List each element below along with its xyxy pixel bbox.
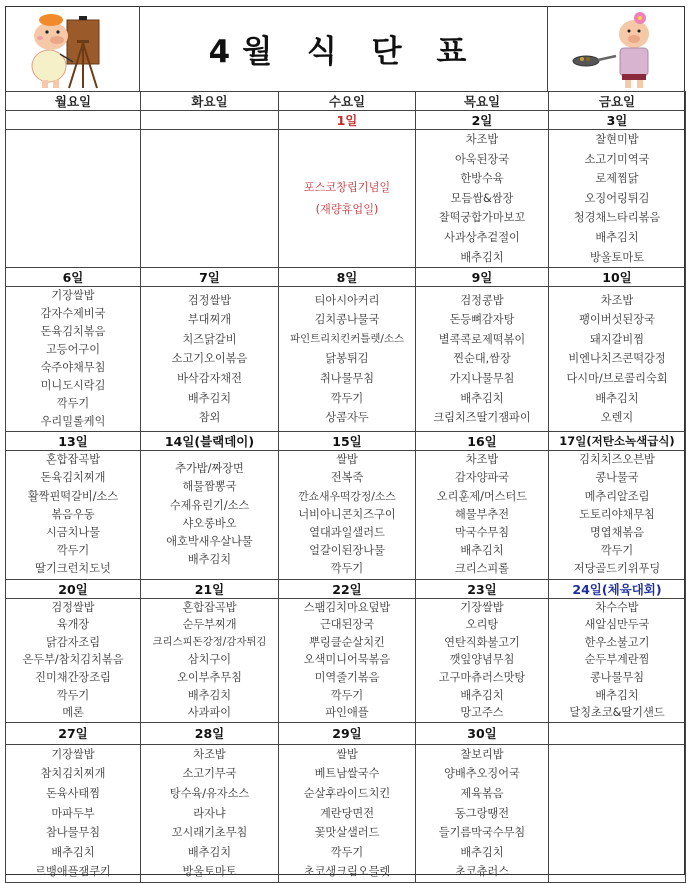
day-name-row	[6, 92, 686, 111]
menu-cell	[141, 451, 279, 579]
menu-cell	[141, 287, 279, 432]
pig-painter-icon	[5, 6, 140, 91]
menu-item: 우리밀롤케익	[40, 415, 106, 429]
menu-item: 깍두기	[600, 544, 634, 558]
menu-item: 사과파이	[187, 706, 232, 720]
menu-item: 배추김치	[460, 688, 504, 702]
menu-item: 닭감자조림	[45, 635, 101, 649]
menu-cell	[416, 744, 549, 882]
menu-item: 꽃맛살샐러드	[314, 826, 380, 840]
day-name-fri: 금요일	[549, 92, 686, 111]
menu-item: 다시마/브로콜리숙회	[566, 371, 668, 385]
date-row-week-3	[6, 432, 686, 451]
menu-item: 깍두기	[56, 397, 90, 411]
menu-item: 배추김치	[460, 845, 504, 859]
menu-cell-empty	[141, 130, 279, 268]
menu-row-week-4	[6, 598, 686, 722]
day-name-tue: 화요일	[141, 92, 279, 111]
menu-item: 소고기오이볶음	[171, 352, 248, 366]
menu-item: 깻잎양념무침	[449, 653, 515, 667]
menu-item: 부대찌개	[187, 313, 232, 327]
menu-item: 르뱅애플잼쿠키	[35, 865, 111, 879]
menu-row-week-5	[6, 744, 686, 882]
menu-cell	[416, 130, 549, 268]
menu-item: 별콕콕로제떡볶이	[438, 332, 526, 346]
menu-item: 배추김치	[595, 391, 639, 405]
menu-item: 가지나물무침	[449, 371, 515, 385]
menu-cell	[6, 451, 141, 579]
date-cell: 29일	[279, 722, 416, 744]
meal-calendar-table	[5, 91, 686, 883]
menu-cell	[279, 744, 416, 882]
menu-item: 김치치즈오븐밥	[579, 453, 655, 467]
menu-item: 삼치구이	[187, 653, 232, 667]
menu-item: 청경채느타리볶음	[573, 211, 661, 225]
menu-item: 추가밥/짜장면	[175, 462, 244, 476]
menu-cell-empty	[549, 744, 686, 882]
menu-item: 치즈닭갈비	[182, 332, 237, 346]
menu-item: 돈등뼈감자탕	[449, 313, 515, 327]
menu-item: 꼬시래기초무침	[171, 826, 248, 840]
menu-item: 소고기미역국	[584, 152, 650, 166]
menu-item: 취나물무침	[319, 371, 375, 385]
menu-item: 샤오롱바오	[182, 516, 237, 530]
menu-item: 도토리야채무침	[579, 507, 655, 521]
menu-item: 오징어링튀김	[584, 191, 650, 205]
menu-item: 활짝핀떡갈비/소스	[27, 489, 119, 503]
menu-item: 돈육김치볶음	[40, 325, 106, 339]
menu-item: 차조밥	[193, 747, 226, 761]
date-cell-sports-day: 24일(체육대회)	[549, 579, 686, 598]
date-cell	[141, 111, 279, 130]
menu-item: 크리스피돈강정/감자튀김	[152, 635, 267, 648]
menu-item: 스팸김치마요덮밥	[303, 600, 391, 614]
menu-item: 라자냐	[193, 806, 226, 820]
menu-item: 새알심만두국	[584, 618, 650, 632]
menu-item: 미역줄기볶음	[314, 670, 380, 684]
date-row-week-4	[6, 579, 686, 598]
date-cell: 3일	[549, 111, 686, 130]
menu-item: 차조밥	[600, 293, 634, 307]
menu-cell-holiday	[279, 130, 416, 268]
date-cell	[549, 722, 686, 744]
menu-item: 깍두기	[330, 391, 364, 405]
menu-item: 기장쌀밥	[51, 747, 95, 761]
menu-row-week-1	[6, 130, 686, 268]
menu-item: 차수수밥	[595, 600, 639, 614]
menu-cell	[141, 598, 279, 722]
menu-item: 배추김치	[187, 391, 232, 405]
menu-item: 연탄직화불고기	[444, 635, 520, 649]
header-right-cell	[548, 6, 685, 91]
day-name-mon: 월요일	[6, 92, 141, 111]
menu-item: 깍두기	[56, 544, 90, 558]
menu-cell	[6, 744, 141, 882]
menu-item: 깍두기	[330, 845, 364, 859]
date-cell-event: 14일(블랙데이)	[141, 432, 279, 451]
menu-item: 계란당면전	[319, 806, 375, 820]
date-cell: 10일	[549, 268, 686, 287]
menu-cell	[549, 287, 686, 432]
menu-item: 얼갈이된장나물	[309, 544, 385, 558]
menu-item: 메론	[62, 706, 84, 720]
date-cell: 30일	[416, 722, 549, 744]
menu-item: 기장쌀밥	[51, 289, 95, 303]
date-cell: 15일	[279, 432, 416, 451]
menu-item: 배추김치	[187, 553, 232, 567]
menu-item: 시금치나물	[45, 525, 101, 539]
menu-item: 배추김치	[460, 250, 504, 264]
menu-item: 파인애플	[325, 706, 369, 720]
menu-item: 깍두기	[330, 688, 364, 702]
menu-item: 애호박새우살나물	[166, 535, 253, 549]
menu-item: 수제유린기/소스	[169, 498, 250, 512]
menu-cell	[549, 598, 686, 722]
menu-item: 방울토마토	[182, 865, 237, 879]
date-row-week-1	[6, 111, 686, 130]
date-cell: 2일	[416, 111, 549, 130]
menu-item: 들기름막국수무침	[438, 826, 526, 840]
menu-cell	[416, 451, 549, 579]
menu-cell	[141, 744, 279, 882]
menu-item: 뿌링클순살치킨	[309, 635, 385, 649]
menu-cell	[279, 287, 416, 432]
menu-item: 오리탕	[465, 618, 499, 632]
menu-item: 크리스피롤	[454, 562, 510, 576]
menu-item: 오리훈제/머스터드	[436, 489, 528, 503]
menu-item: 배추김치	[187, 845, 232, 859]
date-row-week-5	[6, 722, 686, 744]
menu-item: 탕수육/유자소스	[169, 786, 250, 800]
date-cell: 6일	[6, 268, 141, 287]
date-cell-event: 17일(저탄소녹색급식)	[549, 432, 686, 451]
menu-cell	[6, 598, 141, 722]
menu-item: 김치콩나물국	[314, 313, 380, 327]
menu-item: 비엔나치즈콘떡강정	[568, 352, 666, 366]
menu-item: 아욱된장국	[454, 152, 510, 166]
holiday-label: 포스코창립기념일	[303, 180, 391, 194]
header-title-cell	[140, 6, 548, 91]
menu-item: 볶음우동	[51, 507, 95, 521]
menu-item: 해물부추전	[454, 507, 510, 521]
menu-item: 마파두부	[51, 806, 95, 820]
menu-item: 검정콩밥	[460, 293, 504, 307]
menu-item: 팽이버섯된장국	[579, 313, 655, 327]
menu-item: 배추김치	[460, 391, 504, 405]
date-cell: 9일	[416, 268, 549, 287]
menu-item: 방울토마토	[589, 250, 645, 264]
menu-item: 티아시아커리	[314, 293, 380, 307]
menu-item: 동그랑땡전	[454, 806, 510, 820]
menu-item: 배추김치	[187, 688, 232, 702]
menu-item: 돼지갈비찜	[589, 332, 645, 346]
menu-item: 사과상추겉절이	[444, 230, 520, 244]
menu-cell	[416, 287, 549, 432]
menu-item: 제육볶음	[460, 786, 504, 800]
menu-item: 차조밥	[465, 133, 499, 146]
menu-item: 돈육사태찜	[45, 786, 101, 800]
menu-item: 육개장	[56, 618, 90, 632]
menu-item: 미니도시락김	[40, 379, 106, 393]
pig-cook-icon	[548, 6, 685, 91]
menu-item: 파인트리치킨커틀렛/소스	[290, 332, 404, 345]
menu-item: 초코츄러스	[454, 865, 510, 879]
menu-item: 혼합잡곡밥	[182, 600, 237, 614]
menu-row-week-3	[6, 451, 686, 579]
menu-item: 배추김치	[460, 544, 504, 558]
menu-item: 깐쇼새우떡강정/소스	[298, 489, 396, 503]
menu-item: 명엽채볶음	[589, 525, 645, 539]
menu-item: 오이부추무침	[177, 670, 242, 684]
menu-item: 쌀밥	[336, 453, 358, 467]
date-cell: 27일	[6, 722, 141, 744]
menu-item: 순두부찌개	[182, 618, 237, 632]
menu-item: 참나물무침	[45, 826, 101, 840]
date-cell: 20일	[6, 579, 141, 598]
menu-cell	[6, 287, 141, 432]
menu-cell-empty	[6, 130, 141, 268]
menu-item: 모듬쌈&쌈장	[450, 191, 514, 205]
menu-item: 진미채간장조림	[35, 670, 111, 684]
menu-item: 전복죽	[330, 471, 364, 485]
menu-item: 고등어구이	[45, 343, 101, 357]
date-cell-holiday: 1일	[279, 111, 416, 130]
menu-cell	[279, 598, 416, 722]
menu-item: 찰보리밥	[460, 747, 504, 761]
date-cell: 8일	[279, 268, 416, 287]
menu-item: 고구마츄러스맛탕	[438, 670, 526, 684]
menu-item: 순살후라이드치킨	[303, 786, 391, 800]
day-name-thu: 목요일	[416, 92, 549, 111]
menu-cell	[549, 130, 686, 268]
menu-item: 열대과일샐러드	[309, 525, 385, 539]
menu-item: 초코생크림오믈렛	[303, 865, 391, 879]
menu-item: 배추김치	[595, 688, 639, 702]
menu-item: 숙주야채무침	[40, 361, 106, 375]
menu-item: 혼합잡곡밥	[45, 453, 101, 467]
menu-cell	[279, 451, 416, 579]
menu-item: 해물짬뽕국	[182, 480, 237, 494]
date-cell: 7일	[141, 268, 279, 287]
menu-item: 막국수무침	[454, 525, 510, 539]
menu-item: 한방수육	[460, 172, 504, 186]
date-cell: 28일	[141, 722, 279, 744]
menu-item: 돈육김치찌개	[40, 471, 106, 485]
menu-item: 로제찜닭	[595, 172, 639, 186]
menu-item: 온두부/참치김치볶음	[22, 653, 124, 667]
menu-item: 바삭감자채전	[177, 371, 242, 385]
menu-item: 검정쌀밥	[51, 600, 95, 614]
menu-item: 찐순대,쌈장	[453, 352, 511, 366]
menu-item: 감자수제비국	[40, 307, 106, 321]
menu-item: 찰떡궁합가마보꼬	[438, 211, 526, 225]
menu-item: 저당골드키위푸딩	[573, 562, 661, 576]
menu-item: 배추김치	[51, 845, 95, 859]
menu-item: 감자양파국	[454, 471, 510, 485]
day-name-wed: 수요일	[279, 92, 416, 111]
menu-item: 상콤자두	[325, 411, 369, 425]
date-cell: 13일	[6, 432, 141, 451]
date-cell: 21일	[141, 579, 279, 598]
menu-item: 참치김치찌개	[40, 767, 106, 781]
menu-item: 달칭초코&딸기샌드	[569, 706, 665, 720]
menu-item: 깍두기	[56, 688, 90, 702]
menu-item: 검정쌀밥	[187, 293, 232, 307]
menu-item: 베트남쌀국수	[314, 767, 380, 781]
date-cell: 16일	[416, 432, 549, 451]
page-header	[5, 6, 685, 91]
menu-item: 닭봉튀김	[325, 352, 369, 366]
header-left-cell	[5, 6, 140, 91]
menu-item: 메추리알조림	[584, 489, 650, 503]
date-cell: 22일	[279, 579, 416, 598]
menu-item: 순두부계란찜	[584, 653, 650, 667]
menu-item: 차조밥	[465, 453, 499, 467]
date-row-week-2	[6, 268, 686, 287]
holiday-note: (재량휴업일)	[315, 202, 379, 216]
menu-item: 쌀밥	[336, 747, 358, 761]
menu-cell	[416, 598, 549, 722]
menu-item: 콩나물무침	[589, 670, 645, 684]
menu-item: 크림치즈딸기잼파이	[433, 411, 531, 425]
menu-item: 찰현미밥	[595, 133, 639, 146]
menu-item: 양배추오징어국	[444, 767, 520, 781]
menu-row-week-2	[6, 287, 686, 432]
menu-item: 오렌지	[600, 411, 634, 425]
menu-item: 기장쌀밥	[460, 600, 504, 614]
date-cell: 23일	[416, 579, 549, 598]
menu-item: 배추김치	[595, 230, 639, 244]
menu-item: 한우소불고기	[584, 635, 650, 649]
menu-item: 소고기무국	[182, 767, 237, 781]
menu-item: 망고주스	[460, 706, 504, 720]
menu-item: 오색미니어묵볶음	[303, 653, 391, 667]
menu-item: 너비아니콘치즈구이	[298, 507, 396, 521]
menu-cell	[549, 451, 686, 579]
menu-item: 깍두기	[330, 562, 364, 576]
menu-item: 콩나물국	[595, 471, 639, 485]
menu-item: 근대된장국	[319, 618, 375, 632]
menu-item: 참외	[198, 411, 221, 425]
page-title: 4월 식 단 표	[208, 34, 479, 70]
menu-item: 딸기크런치도넛	[35, 562, 111, 576]
date-cell	[6, 111, 141, 130]
